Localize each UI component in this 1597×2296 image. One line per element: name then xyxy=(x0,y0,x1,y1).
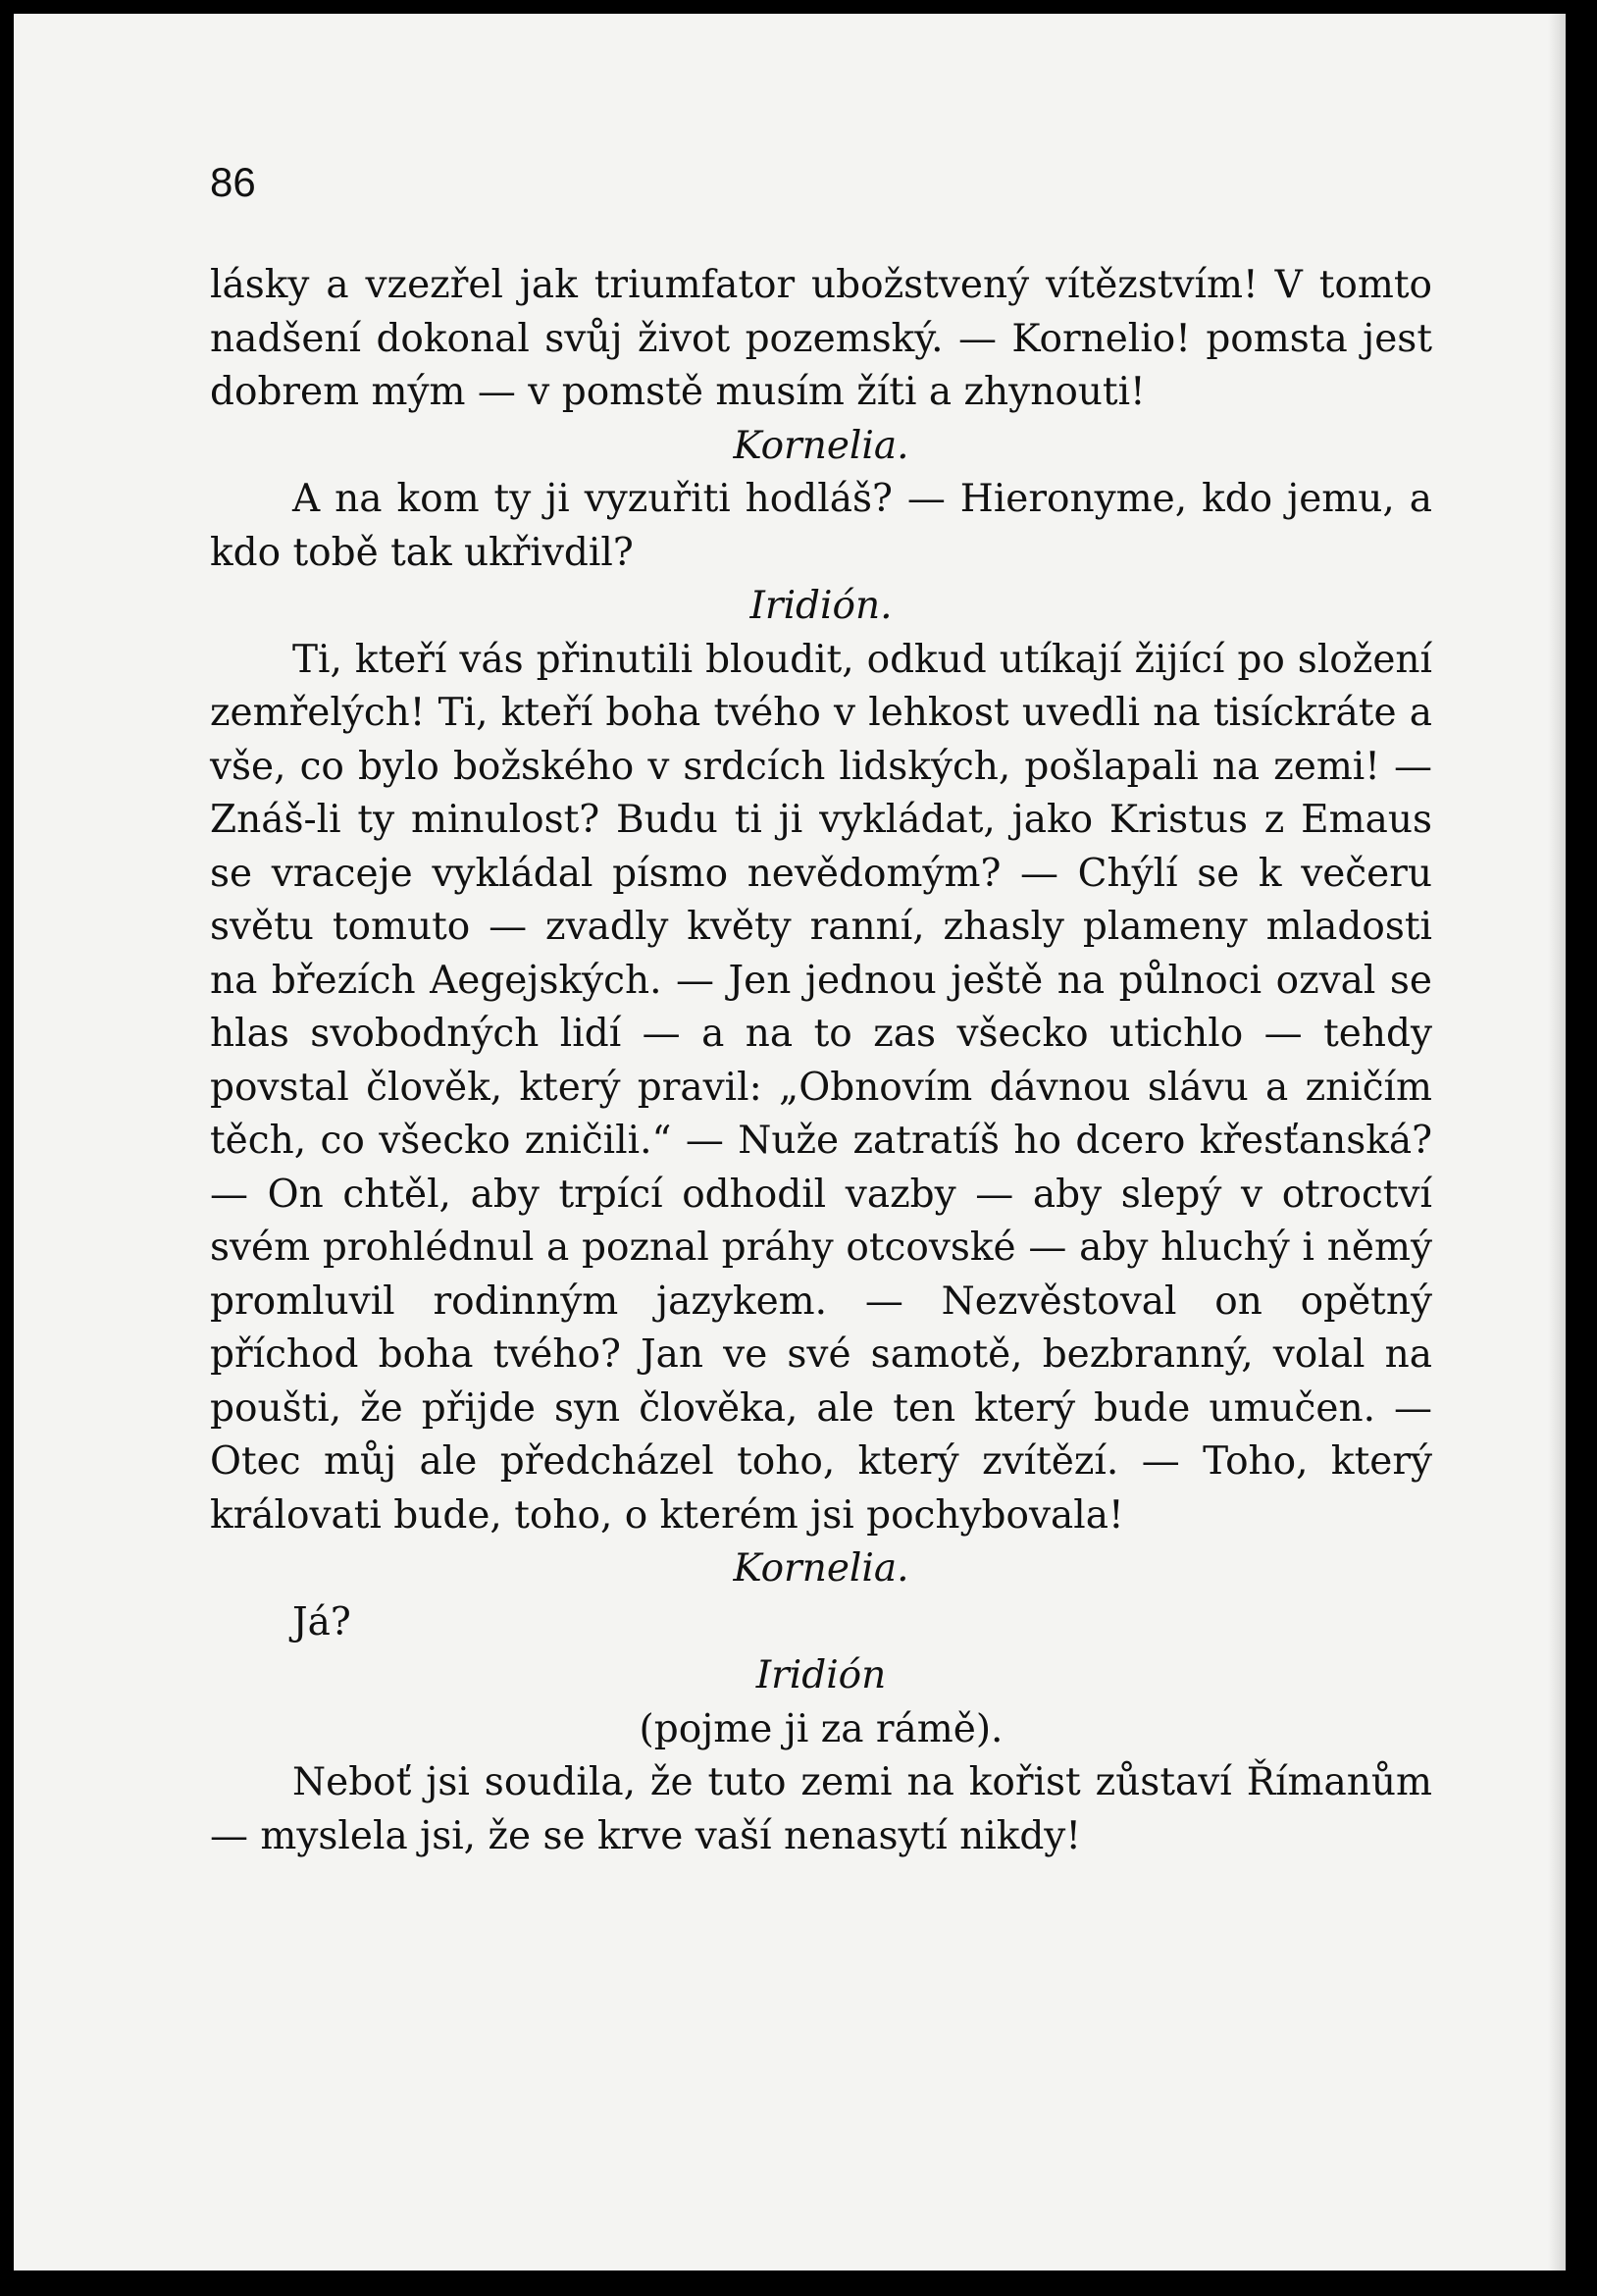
speaker-name-iridion: Iridión xyxy=(755,1653,887,1697)
speaker-name-iridion: Iridión. xyxy=(749,584,893,628)
speaker-name-kornelia: Kornelia. xyxy=(733,423,909,468)
page-number: 86 xyxy=(210,159,256,205)
paragraph-opening: lásky a vzezřel jak triumfator ubožstvený vítězstvím! V tomto nadšení dokonal svůj život pozemský. — Kornelio! pomsta jest dobrem mým — v pomstě musím žíti a zhynouti! xyxy=(210,263,1432,414)
kornelia-reply: Já? xyxy=(292,1599,351,1644)
speaker-name-kornelia: Kornelia. xyxy=(733,1546,909,1591)
page-edge xyxy=(1548,14,1566,2270)
book-page xyxy=(14,14,1566,2270)
stage-direction: (pojme ji za rámě). xyxy=(639,1706,1004,1751)
paragraph-kornelia-question: A na kom ty ji vyzuřiti hodláš? — Hieronyme, kdo jemu, a kdo tobě tak ukřivdil? xyxy=(210,477,1432,575)
text-block xyxy=(210,259,1432,1863)
paragraph-closing: Neboť jsi soudila, že tuto zemi na kořist zůstaví Římanům — myslela jsi, že se krve vaší nenasytí nikdy! xyxy=(210,1760,1432,1858)
paragraph-iridion-speech: Ti, kteří vás přinutili bloudit, odkud utíkají žijící po složení zemřelých! Ti, kteří boha tvého v lehkost uvedli na tisíckráte a vše, co bylo božského v srdcích lidských, pošlapali na zemi! — Znáš-li ty minulost? Budu ti ji vykládat, jako Kristus z Emaus se vraceje vykládal písmo nevědomým? — Chýlí se k večeru světu tomuto — zvadly květy ranní, zhasly plameny mladosti na březích Aegejských. — Jen jednou ještě na půlnoci ozval se hlas svobodných lidí — a na to zas všecko utichlo — tehdy povstal člověk, který pravil: „Obnovím dávnou slávu a zničím těch, co všecko zničili.“ — Nuže zatratíš ho dcero křesťanská? — On chtěl, aby trpící odhodil vazby — aby slepý v otroctví svém prohlédnul a poznal práhy otcovské — aby hluchý i němý promluvil rodinným jazykem. — Nezvěstoval on opětný příchod boha tvého? Jan ve své samotě, bezbranný, volal na poušti, že přijde syn člověka, ale ten který bude umučen. — Otec můj ale předcházel toho, který zvítězí. — Toho, který královati bude, toho, o kterém jsi pochybovala! xyxy=(210,637,1432,1538)
